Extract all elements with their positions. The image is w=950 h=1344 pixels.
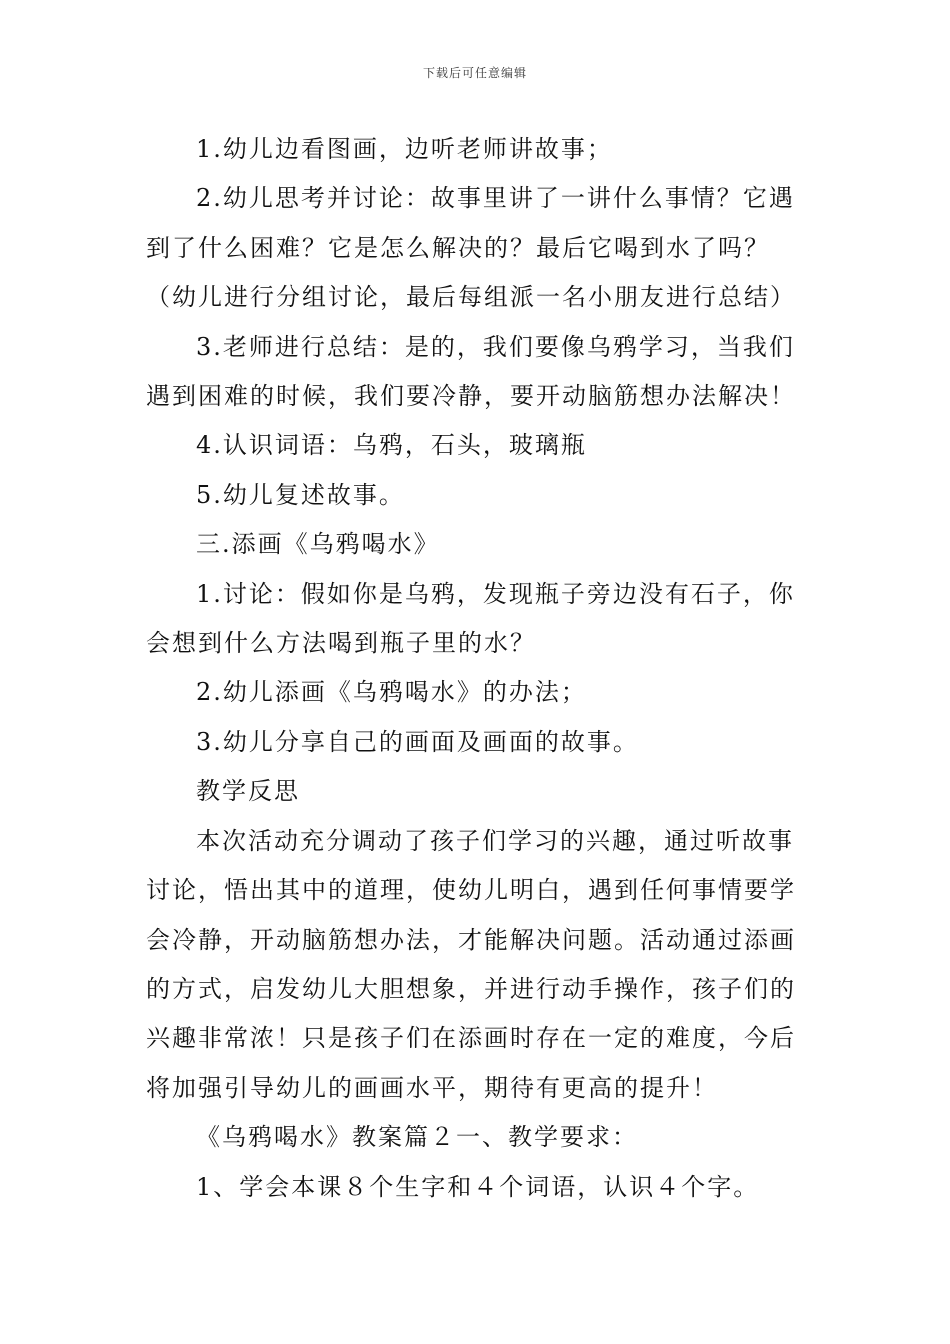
text-line: 2.幼儿添画《乌鸦喝水》的办法； (196, 678, 587, 707)
text-line: 2.幼儿思考并讨论：故事里讲了一讲什么事情？它遇 (196, 184, 795, 213)
text-line: 3.幼儿分享自己的画面及画面的故事。 (196, 727, 639, 756)
text-line: 三.添画《乌鸦喝水》 (196, 530, 440, 559)
text-line: 教学反思 (196, 777, 300, 806)
text-line: 会冷静，开动脑筋想办法，才能解决问题。活动通过添画 (146, 925, 796, 954)
text-line: （幼儿进行分组讨论，最后每组派一名小朋友进行总结） (146, 283, 796, 312)
text-line: 讨论，悟出其中的道理，使幼儿明白，遇到任何事情要学 (146, 876, 796, 905)
page-header: 下载后可任意编辑 (422, 66, 527, 80)
text-line: 3.老师进行总结：是的，我们要像乌鸦学习，当我们 (196, 332, 795, 361)
text-line: 将加强引导幼儿的画画水平，期待有更高的提升！ (146, 1073, 718, 1102)
text-line: 的方式，启发幼儿大胆想象，并进行动手操作，孩子们的 (146, 974, 796, 1003)
text-line: 本次活动充分调动了孩子们学习的兴趣，通过听故事 (196, 826, 794, 855)
document-body (146, 125, 808, 1212)
text-line: 到了什么困难？它是怎么解决的？最后它喝到水了吗？ (146, 233, 770, 262)
text-line: 4.认识词语：乌鸦，石头，玻璃瓶 (196, 431, 587, 460)
text-line: 1.幼儿边看图画，边听老师讲故事； (196, 135, 613, 163)
text-line: 遇到困难的时候，我们要冷静，要开动脑筋想办法解决！ (146, 382, 796, 411)
text-line: 1.讨论：假如你是乌鸦，发现瓶子旁边没有石子，你 (196, 579, 795, 608)
text-line: 1、学会本课８个生字和４个词语，认识４个字。 (196, 1172, 760, 1201)
text-line: 兴趣非常浓！只是孩子们在添画时存在一定的难度，今后 (146, 1024, 796, 1053)
text-line: 会想到什么方法喝到瓶子里的水？ (146, 629, 536, 658)
text-line: 《乌鸦喝水》教案篇２一、教学要求： (196, 1123, 638, 1152)
text-line: 5.幼儿复述故事。 (196, 480, 405, 509)
